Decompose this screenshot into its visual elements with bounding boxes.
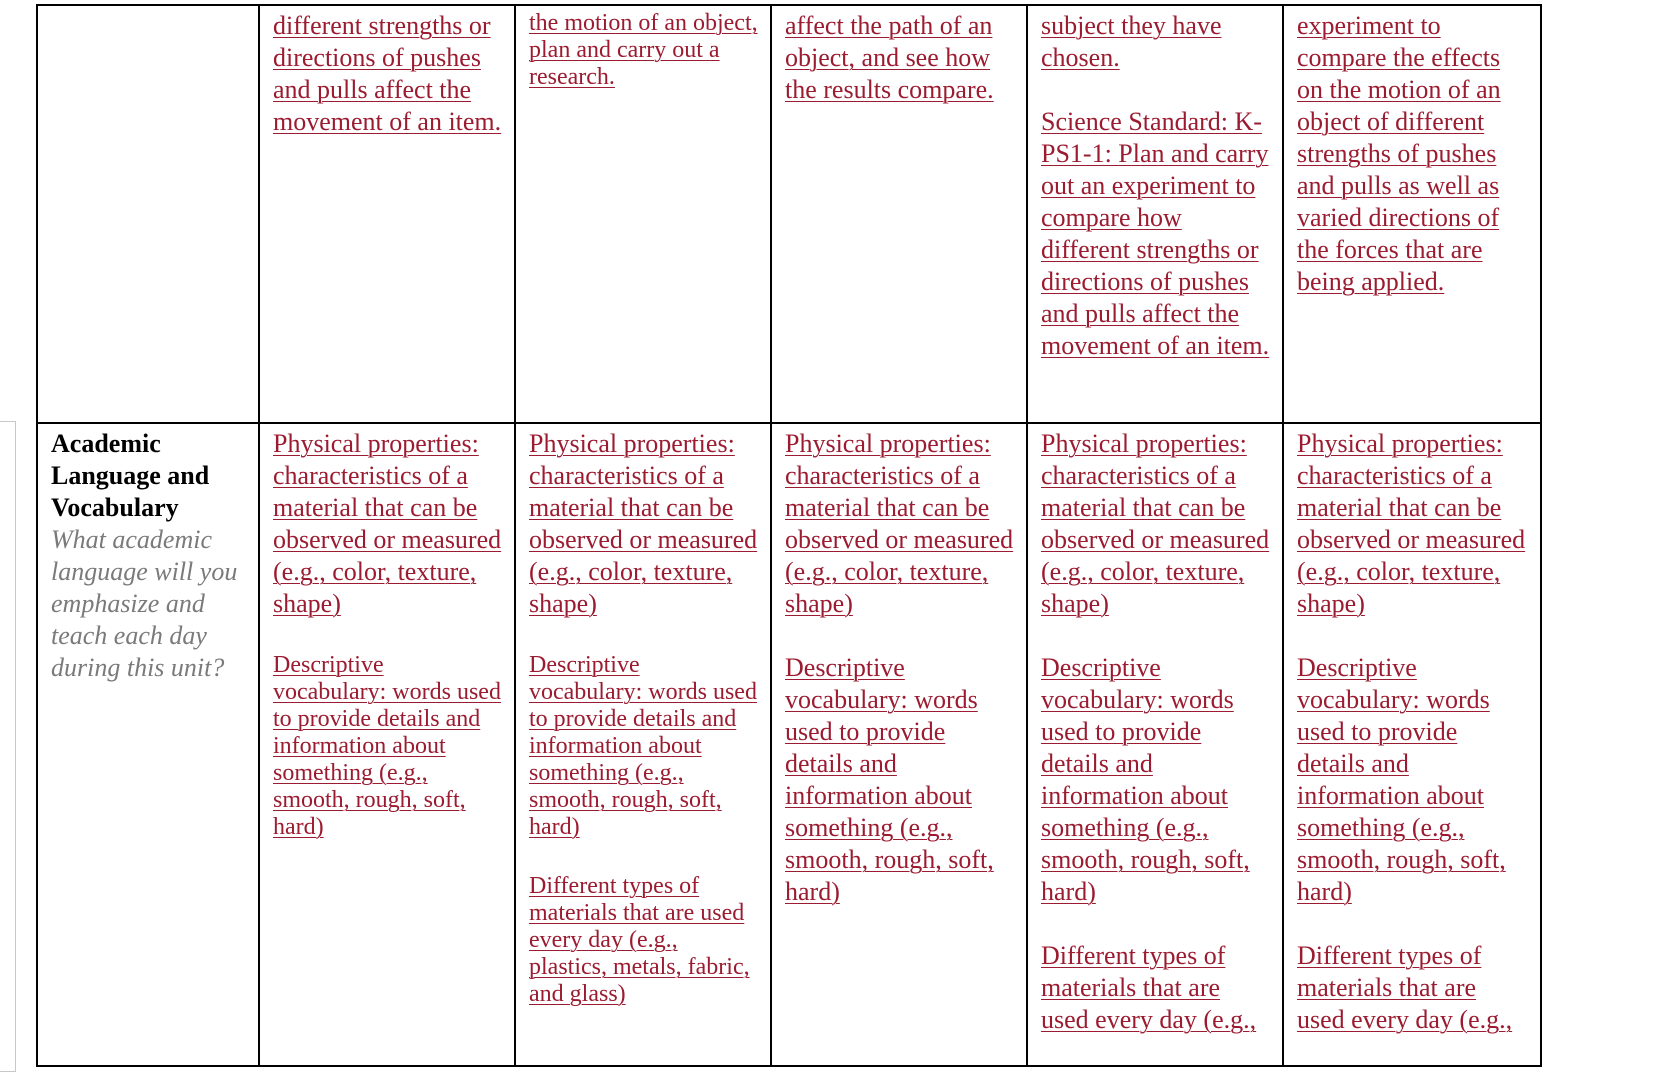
lesson-plan-table (36, 4, 1542, 1067)
cell-paragraph: Different types of materials that are used every day (e.g., plastics, metals, fabric, and glass) (529, 873, 750, 1007)
row-label-cell (37, 5, 259, 423)
cell-paragraph: Different types of materials that are used every day (e.g., (1041, 941, 1257, 1034)
day-cell-2 (515, 5, 771, 423)
cell-paragraph: Descriptive vocabulary: words used to provide details and information about something (e.g., smooth, rough, soft, hard) (273, 652, 501, 840)
cell-paragraph: Descriptive vocabulary: words used to provide details and information about something (e.g., smooth, rough, soft, hard) (1041, 653, 1250, 906)
day-cell-5 (1283, 5, 1541, 423)
day-cell-4 (1027, 423, 1283, 1066)
cell-paragraph: different strengths or directions of pushes and pulls affect the movement of an item. (273, 11, 502, 136)
day-cell-2 (515, 423, 771, 1066)
cell-paragraph: Different types of materials that are used every day (e.g., (1297, 941, 1513, 1034)
day-cell-1 (259, 5, 515, 423)
cell-paragraph: Physical properties: characteristics of a material that can be observed or measured (e.g., color, texture, shape) (785, 429, 1014, 618)
cell-paragraph: Physical properties: characteristics of a material that can be observed or measured (e.g., color, texture, shape) (1297, 429, 1526, 618)
cell-paragraph: Science Standard: K-PS1-1: Plan and carry out an experiment to compare how different strengths or directions of pushes and pulls affect the movement of an item. (1041, 107, 1270, 360)
table-row-standards (37, 5, 1541, 423)
row-label-cell (37, 423, 259, 1066)
day-cell-1 (259, 423, 515, 1066)
cell-paragraph: Descriptive vocabulary: words used to provide details and information about something (e.g., smooth, rough, soft, hard) (1297, 653, 1506, 906)
day-cell-5 (1283, 423, 1541, 1066)
day-cell-4 (1027, 5, 1283, 423)
day-cell-3 (771, 423, 1027, 1066)
margin-marker (0, 421, 16, 1072)
table-row-academic-language (37, 423, 1541, 1066)
cell-paragraph: Physical properties: characteristics of a material that can be observed or measured (e.g., color, texture, shape) (529, 429, 758, 618)
cell-paragraph: affect the path of an object, and see how the results compare. (785, 11, 994, 104)
cell-paragraph: subject they have chosen. (1041, 11, 1222, 72)
row-label-title: Academic Language and Vocabulary (51, 429, 210, 522)
cell-paragraph: Descriptive vocabulary: words used to provide details and information about something (e.g., smooth, rough, soft, hard) (785, 653, 994, 906)
day-cell-3 (771, 5, 1027, 423)
cell-paragraph: experiment to compare the effects on the motion of an object of different strengths of pushes and pulls as well as varied directions of the forces that are being applied. (1297, 11, 1501, 296)
cell-paragraph: Physical properties: characteristics of a material that can be observed or measured (e.g., color, texture, shape) (1041, 429, 1270, 618)
cell-paragraph: Descriptive vocabulary: words used to provide details and information about something (e.g., smooth, rough, soft, hard) (529, 652, 757, 840)
cell-paragraph: the motion of an object, plan and carry out a research. (529, 10, 758, 90)
row-label-prompt: What academic language will you emphasize and teach each day during this unit? (51, 525, 238, 682)
cell-paragraph: Physical properties: characteristics of a material that can be observed or measured (e.g., color, texture, shape) (273, 429, 502, 618)
